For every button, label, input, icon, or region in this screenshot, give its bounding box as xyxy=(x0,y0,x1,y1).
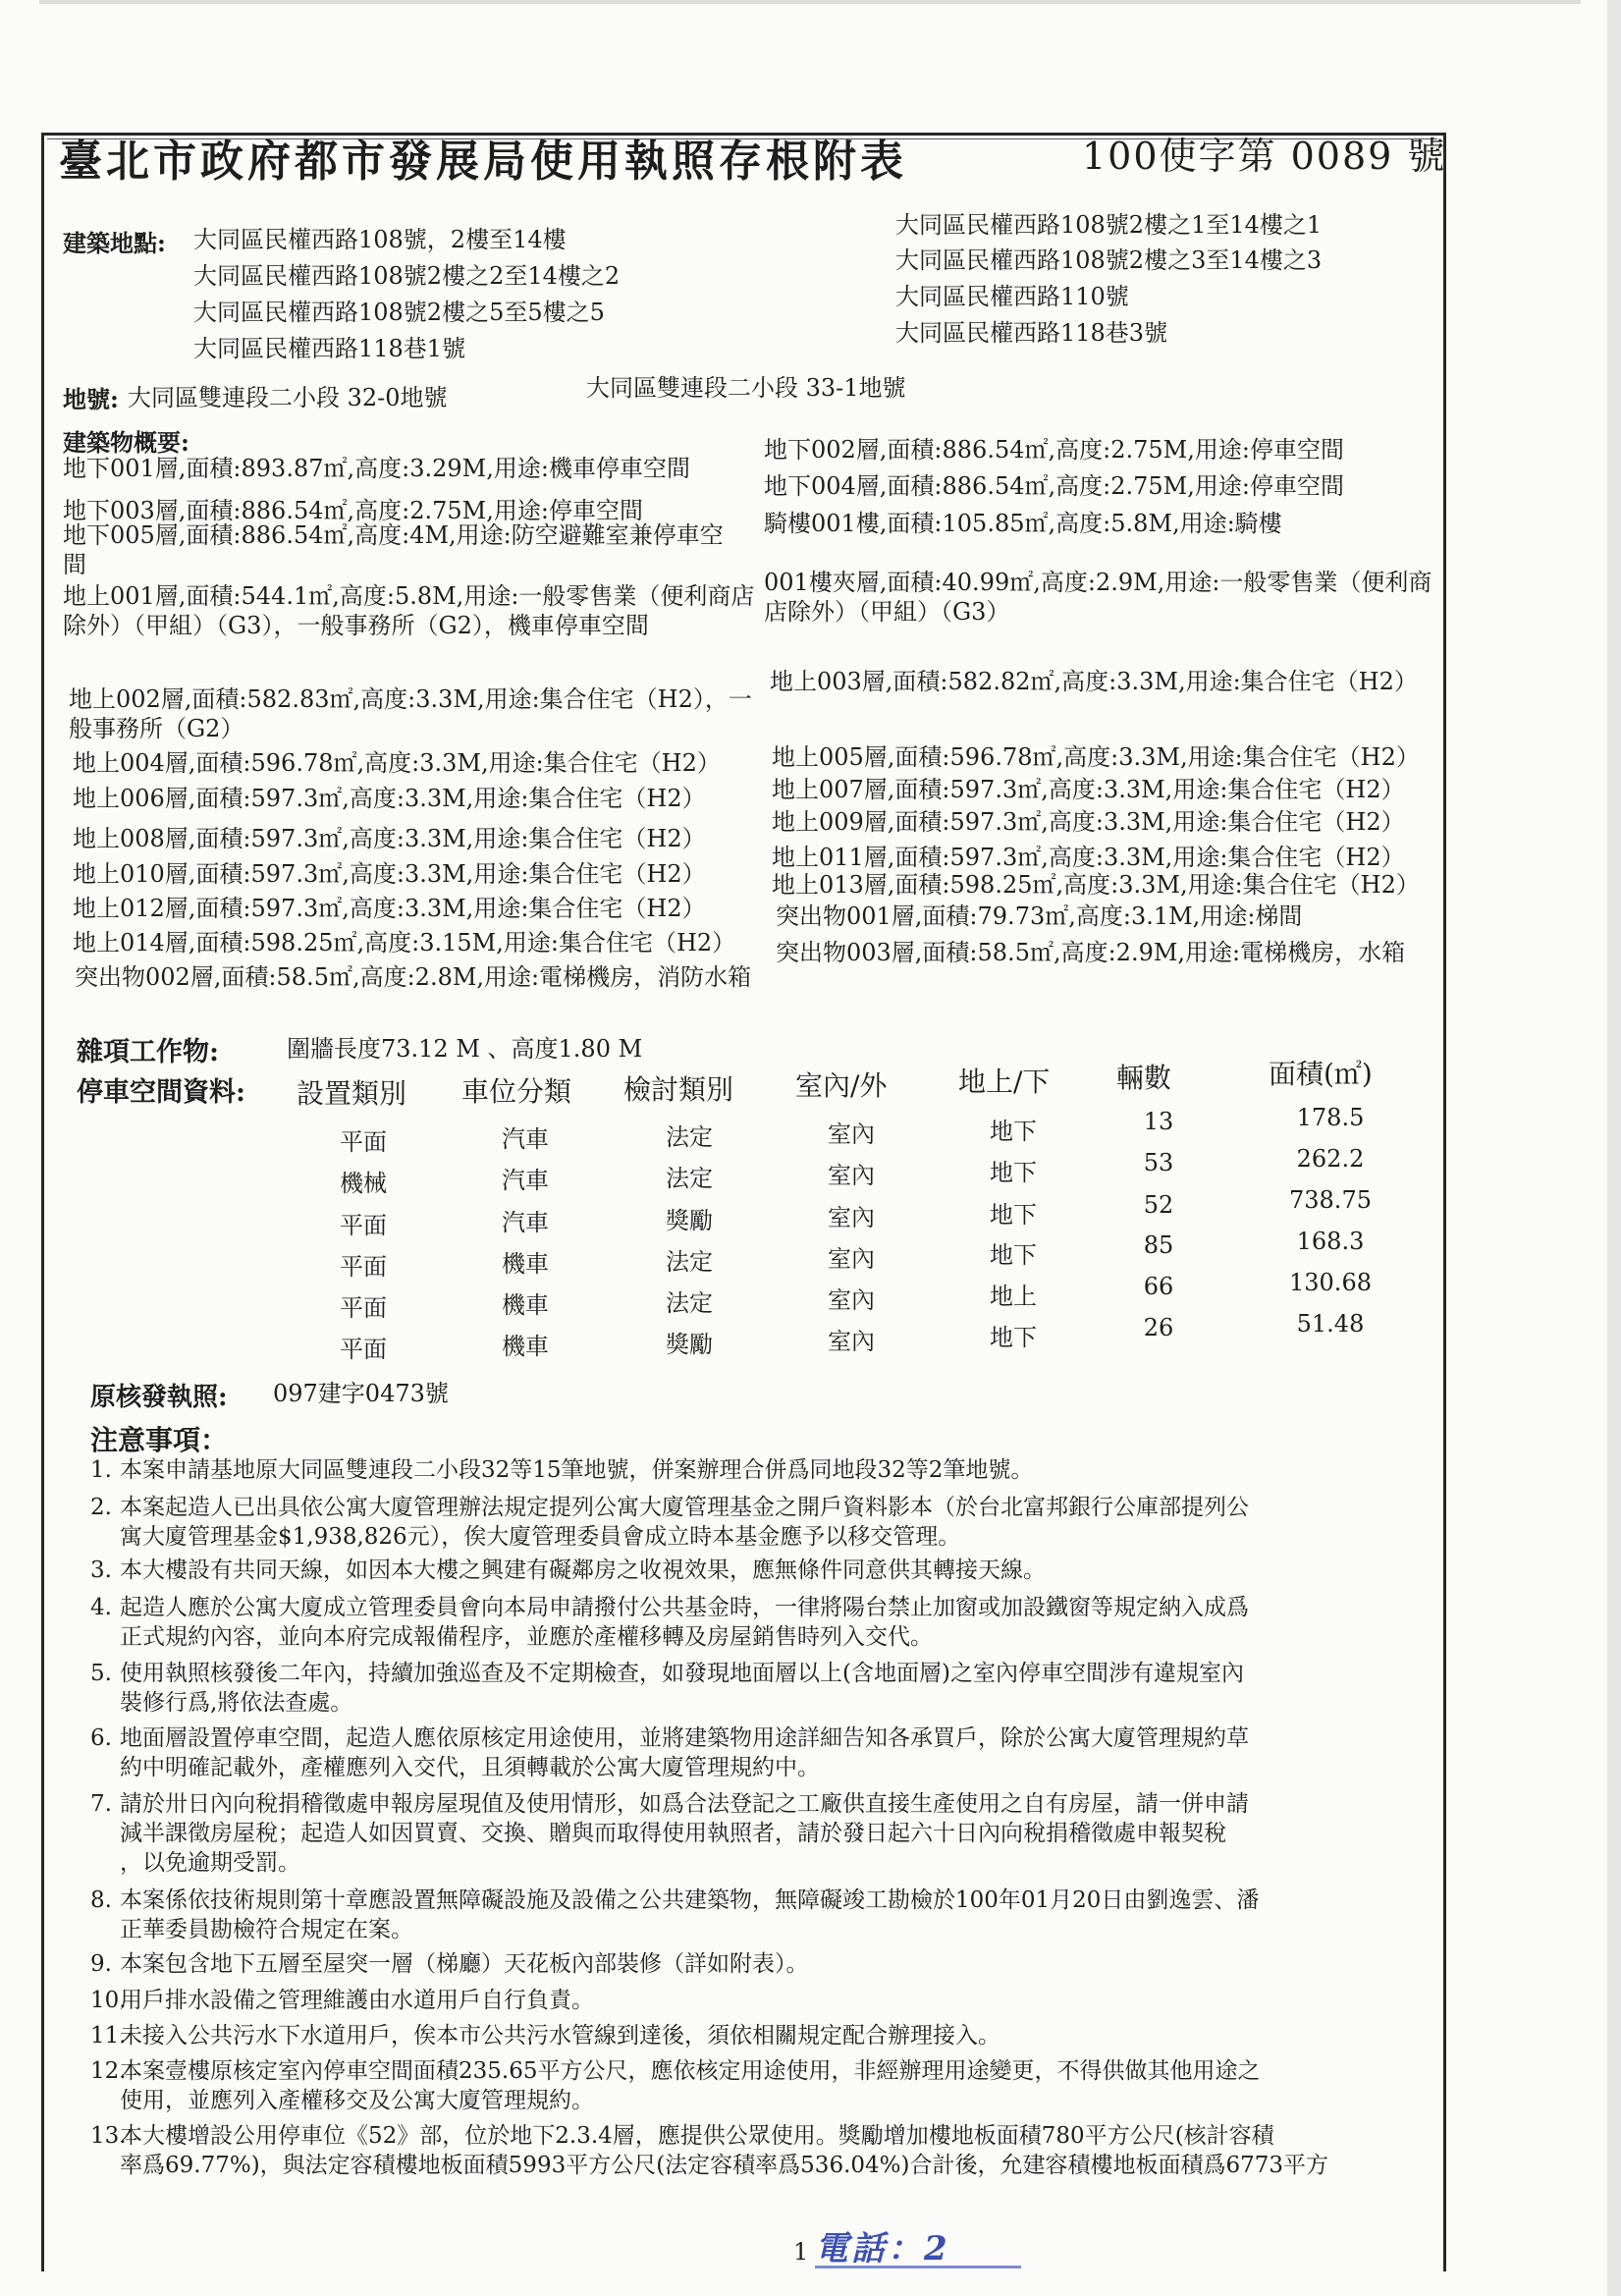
note-line: 本案壹樓原核定室內停車空間面積235.65平方公尺，應依核定用途使用，非經辦理用途變更，不得供做其他用途之 xyxy=(120,2058,1261,2084)
note-number: 7. xyxy=(90,1791,112,1817)
phone-stamp xyxy=(815,2221,1041,2272)
parking-cell: 法定 xyxy=(666,1123,713,1151)
parking-cell: 66 xyxy=(1143,1273,1174,1300)
floor-1f: 地上001層,面積:544.1㎡,高度:5.8M,用途:一般零售業（便利商店除外）（甲組）（G3），一般事務所（G2），機車停車空間 xyxy=(63,582,755,639)
parking-cell: 地上 xyxy=(990,1283,1037,1310)
original-permit-value: 097建字0473號 xyxy=(273,1380,449,1407)
parking-header-type: 設置類別 xyxy=(297,1077,407,1110)
note-item xyxy=(90,1986,1514,2015)
parking-cell: 機車 xyxy=(502,1291,549,1319)
parking-cell: 汽車 xyxy=(502,1125,549,1153)
floor-10f: 地上010層,面積:597.3㎡,高度:3.3M,用途:集合住宅（H2） xyxy=(73,860,706,888)
floor-3f: 地上003層,面積:582.82㎡,高度:3.3M,用途:集合住宅（H2） xyxy=(770,668,1418,695)
note-number: 1. xyxy=(90,1457,112,1483)
parking-cell: 法定 xyxy=(666,1165,713,1192)
parking-cell: 地下 xyxy=(990,1201,1037,1229)
note-line: 本大樓增設公用停車位《52》部，位於地下2.3.4層，應提供公眾使用。獎勵增加樓地板面積780平方公尺(核計容積 xyxy=(120,2123,1274,2149)
floor-1f-mezzanine: 001樓夾層,面積:40.99㎡,高度:2.9M,用途:一般零售業（便利商店除外）（甲組）（G3） xyxy=(764,569,1432,626)
note-line: 本案申請基地原大同區雙連段二小段32等15筆地號，併案辦理合併爲同地段32等2筆地號。 xyxy=(120,1457,1034,1483)
roof-3: 突出物003層,面積:58.5㎡,高度:2.9M,用途:電梯機房，水箱 xyxy=(776,939,1406,966)
parking-cell: 獎勵 xyxy=(666,1207,713,1234)
note-item xyxy=(90,2121,1514,2180)
parking-cell: 13 xyxy=(1143,1108,1174,1135)
stamp-underline xyxy=(815,2266,1021,2269)
misc-value: 圍牆長度73.12 M 、高度1.80 M xyxy=(287,1035,643,1063)
note-number: 8. xyxy=(90,1887,112,1913)
parking-cell: 地下 xyxy=(990,1324,1037,1351)
note-number: 12. xyxy=(90,2058,127,2084)
address-label: 建築地點: xyxy=(63,229,166,257)
parking-cell: 室內 xyxy=(828,1286,875,1314)
note-item xyxy=(90,2056,1514,2115)
note-line: 用戶排水設備之管理維護由水道用戶自行負責。 xyxy=(120,1988,594,2013)
floor-9f: 地上009層,面積:597.3㎡,高度:3.3M,用途:集合住宅（H2） xyxy=(772,808,1405,836)
note-item xyxy=(90,1659,1514,1718)
note-item xyxy=(90,1493,1514,1552)
note-number: 6. xyxy=(90,1725,112,1751)
address-left-4: 大同區民權西路118巷1號 xyxy=(193,335,466,362)
note-item xyxy=(90,1593,1514,1652)
misc-label: 雜項工作物: xyxy=(77,1037,219,1067)
parking-cell: 地下 xyxy=(990,1159,1037,1186)
note-line: 地面層設置停車空間，起造人應依原核定用途使用，並將建築物用途詳細告知各承買戶，除於公寓大廈管理規約草 xyxy=(120,1725,1249,1751)
permit-number: 100使字第 0089 號 xyxy=(1082,135,1447,178)
floor-8f: 地上008層,面積:597.3㎡,高度:3.3M,用途:集合住宅（H2） xyxy=(73,825,706,852)
floor-4f: 地上004層,面積:596.78㎡,高度:3.3M,用途:集合住宅（H2） xyxy=(73,749,721,777)
parking-cell: 平面 xyxy=(340,1294,387,1322)
note-line: 減半課徵房屋稅；起造人如因買賣、交換、贈與而取得使用執照者，請於發日起六十日內向稅捐稽徵處申報契稅 xyxy=(120,1821,1226,1846)
lot-value-1: 大同區雙連段二小段 32-0地號 xyxy=(128,384,448,411)
parking-cell: 室內 xyxy=(828,1245,875,1273)
note-line: 約中明確記載外，產權應列入交代，且須轉載於公寓大廈管理規約中。 xyxy=(120,1755,820,1780)
parking-cell: 平面 xyxy=(340,1128,387,1156)
parking-cell: 機車 xyxy=(502,1333,549,1360)
note-number: 10. xyxy=(90,1988,127,2013)
parking-cell: 地下 xyxy=(990,1118,1037,1145)
note-line: 起造人應於公寓大廈成立管理委員會向本局申請撥付公共基金時，一律將陽台禁止加窗或加設鐵窗等規定納入成爲 xyxy=(120,1595,1249,1620)
note-line: 本案包含地下五層至屋突一層（梯廳）天花板內部裝修（詳如附表）。 xyxy=(120,1951,809,1977)
note-item xyxy=(90,1949,1514,1979)
lot-label: 地號: xyxy=(63,385,119,413)
floor-b3: 地下003層,面積:886.54㎡,高度:2.75M,用途:停車空間 xyxy=(63,497,643,524)
parking-cell: 平面 xyxy=(340,1253,387,1281)
arcade-1f: 騎樓001樓,面積:105.85㎡,高度:5.8M,用途:騎樓 xyxy=(764,510,1282,537)
floor-b2: 地下002層,面積:886.54㎡,高度:2.75M,用途:停車空間 xyxy=(764,436,1344,464)
floor-12f: 地上012層,面積:597.3㎡,高度:3.3M,用途:集合住宅（H2） xyxy=(73,895,706,922)
note-line: 正華委員勘檢符合規定在案。 xyxy=(120,1917,413,1942)
parking-header-review: 檢討類別 xyxy=(623,1073,734,1106)
note-line: 請於卅日內向稅捐稽徵處申報房屋現值及使用情形，如爲合法登記之工廠供直接生產使用之自有房屋，請一併申請 xyxy=(120,1791,1249,1817)
floor-b4: 地下004層,面積:886.54㎡,高度:2.75M,用途:停車空間 xyxy=(764,472,1344,500)
parking-cell: 168.3 xyxy=(1296,1228,1365,1255)
parking-header-area: 面積(㎡) xyxy=(1269,1058,1373,1090)
parking-cell: 機械 xyxy=(340,1170,387,1197)
parking-cell: 平面 xyxy=(340,1336,387,1363)
parking-cell: 51.48 xyxy=(1296,1310,1365,1338)
note-line: ，以免逾期受罰。 xyxy=(120,1850,300,1876)
parking-cell: 室內 xyxy=(828,1328,875,1355)
parking-cell: 130.68 xyxy=(1289,1269,1372,1296)
parking-cell: 地下 xyxy=(990,1241,1037,1269)
note-number: 9. xyxy=(90,1951,112,1977)
parking-cell: 汽車 xyxy=(502,1209,549,1236)
floor-5f: 地上005層,面積:596.78㎡,高度:3.3M,用途:集合住宅（H2） xyxy=(772,743,1420,771)
parking-cell: 室內 xyxy=(828,1204,875,1231)
floor-7f: 地上007層,面積:597.3㎡,高度:3.3M,用途:集合住宅（H2） xyxy=(772,776,1405,803)
note-number: 13. xyxy=(90,2123,127,2149)
parking-cell: 52 xyxy=(1143,1191,1174,1219)
parking-cell: 法定 xyxy=(666,1248,713,1276)
parking-cell: 法定 xyxy=(666,1289,713,1317)
floor-2f: 地上002層,面積:582.83㎡,高度:3.3M,用途:集合住宅（H2），一般事務所（G2） xyxy=(69,685,752,742)
note-line: 裝修行爲,將依法查處。 xyxy=(120,1690,353,1716)
note-number: 11. xyxy=(90,2023,127,2049)
address-right-1: 大同區民權西路108號2樓之1至14樓之1 xyxy=(895,211,1323,239)
parking-cell: 85 xyxy=(1143,1231,1174,1259)
parking-header-indoor: 室內/外 xyxy=(795,1069,888,1102)
address-left-2: 大同區民權西路108號2樓之2至14樓之2 xyxy=(193,262,621,290)
parking-header-vehicle: 車位分類 xyxy=(461,1075,572,1108)
parking-cell: 26 xyxy=(1143,1314,1174,1341)
roof-2: 突出物002層,面積:58.5㎡,高度:2.8M,用途:電梯機房，消防水箱 xyxy=(75,963,752,991)
note-item xyxy=(90,1556,1514,1585)
document-title: 臺北市政府都市發展局使用執照存根附表 xyxy=(59,137,907,187)
parking-cell: 262.2 xyxy=(1296,1145,1365,1173)
parking-label: 停車空間資料: xyxy=(77,1077,245,1108)
parking-header-count: 輛數 xyxy=(1116,1062,1172,1094)
note-item xyxy=(90,1455,1514,1485)
parking-cell: 178.5 xyxy=(1296,1104,1365,1131)
parking-cell: 平面 xyxy=(340,1212,387,1239)
parking-cell: 汽車 xyxy=(502,1167,549,1194)
notes-label: 注意事項： xyxy=(90,1424,229,1456)
address-right-3: 大同區民權西路110號 xyxy=(895,283,1129,310)
original-permit-label: 原核發執照: xyxy=(90,1383,228,1412)
floor-13f: 地上013層,面積:598.25㎡,高度:3.3M,用途:集合住宅（H2） xyxy=(772,871,1420,899)
roof-1: 突出物001層,面積:79.73㎡,高度:3.1M,用途:梯間 xyxy=(776,902,1303,930)
note-number: 4. xyxy=(90,1595,112,1620)
note-item xyxy=(90,1723,1514,1782)
note-item xyxy=(90,1789,1514,1878)
note-line: 使用執照核發後二年內，持續加強巡查及不定期檢查，如發現地面層以上(含地面層)之室內停車空間涉有違規室內 xyxy=(120,1661,1244,1686)
address-left-3: 大同區民權西路108號2樓之5至5樓之5 xyxy=(193,299,605,326)
floor-14f: 地上014層,面積:598.25㎡,高度:3.15M,用途:集合住宅（H2） xyxy=(73,929,736,957)
page-edge-right xyxy=(1607,0,1621,2296)
note-line: 本大樓設有共同天線，如因本大樓之興建有礙鄰房之收視效果，應無條件同意供其轉接天線。 xyxy=(120,1558,1046,1583)
page-number: 1 xyxy=(793,2238,809,2266)
note-line: 率爲69.77%)，與法定容積樓地板面積5993平方公尺(法定容積率爲536.04%)合計後，允建容積樓地板面積爲6773平方 xyxy=(120,2153,1329,2178)
floor-11f: 地上011層,面積:597.3㎡,高度:3.3M,用途:集合住宅（H2） xyxy=(772,844,1405,871)
parking-cell: 獎勵 xyxy=(666,1331,713,1358)
parking-cell: 738.75 xyxy=(1289,1186,1372,1214)
parking-cell: 室內 xyxy=(828,1162,875,1189)
note-line: 未接入公共污水下水道用戶，俟本市公共污水管線到達後，須依相關規定配合辦理接入。 xyxy=(120,2023,1000,2049)
stamp-text: 電話：2 xyxy=(815,2229,950,2269)
note-line: 本案係依技術規則第十章應設置無障礙設施及設備之公共建築物，無障礙竣工勘檢於100年01月20日由劉逸雲、潘 xyxy=(120,1887,1260,1913)
note-item xyxy=(90,2021,1514,2050)
address-right-4: 大同區民權西路118巷3號 xyxy=(895,319,1168,347)
parking-cell: 53 xyxy=(1143,1149,1174,1176)
note-line: 使用，並應列入產權移交及公寓大廈管理規約。 xyxy=(120,2088,594,2113)
note-item xyxy=(90,1886,1514,1944)
floor-6f: 地上006層,面積:597.3㎡,高度:3.3M,用途:集合住宅（H2） xyxy=(73,785,706,812)
page-edge xyxy=(39,0,1581,4)
lot-value-2: 大同區雙連段二小段 33-1地號 xyxy=(586,374,906,402)
address-left-1: 大同區民權西路108號，2樓至14樓 xyxy=(193,226,567,253)
floor-b1: 地下001層,面積:893.87㎡,高度:3.29M,用途:機車停車空間 xyxy=(63,455,690,482)
parking-cell: 室內 xyxy=(828,1121,875,1148)
parking-header-level: 地上/下 xyxy=(958,1066,1051,1098)
note-number: 2. xyxy=(90,1495,112,1520)
note-line: 本案起造人已出具依公寓大廈管理辦法規定提列公寓大廈管理基金之開戶資料影本（於台北富邦銀行公庫部提列公 xyxy=(120,1495,1249,1520)
note-number: 5. xyxy=(90,1661,112,1686)
parking-cell: 機車 xyxy=(502,1250,549,1278)
address-right-2: 大同區民權西路108號2樓之3至14樓之3 xyxy=(895,246,1323,274)
note-line: 正式規約內容，並向本府完成報備程序，並應於產權移轉及房屋銷售時列入交代。 xyxy=(120,1624,933,1650)
note-number: 3. xyxy=(90,1558,112,1583)
building-label: 建築物概要: xyxy=(63,428,189,457)
floor-b5: 地下005層,面積:886.54㎡,高度:4M,用途:防空避難室兼停車空間 xyxy=(63,521,724,578)
note-line: 寓大廈管理基金$1,938,826元），俟大廈管理委員會成立時本基金應予以移交管理。 xyxy=(120,1524,961,1550)
